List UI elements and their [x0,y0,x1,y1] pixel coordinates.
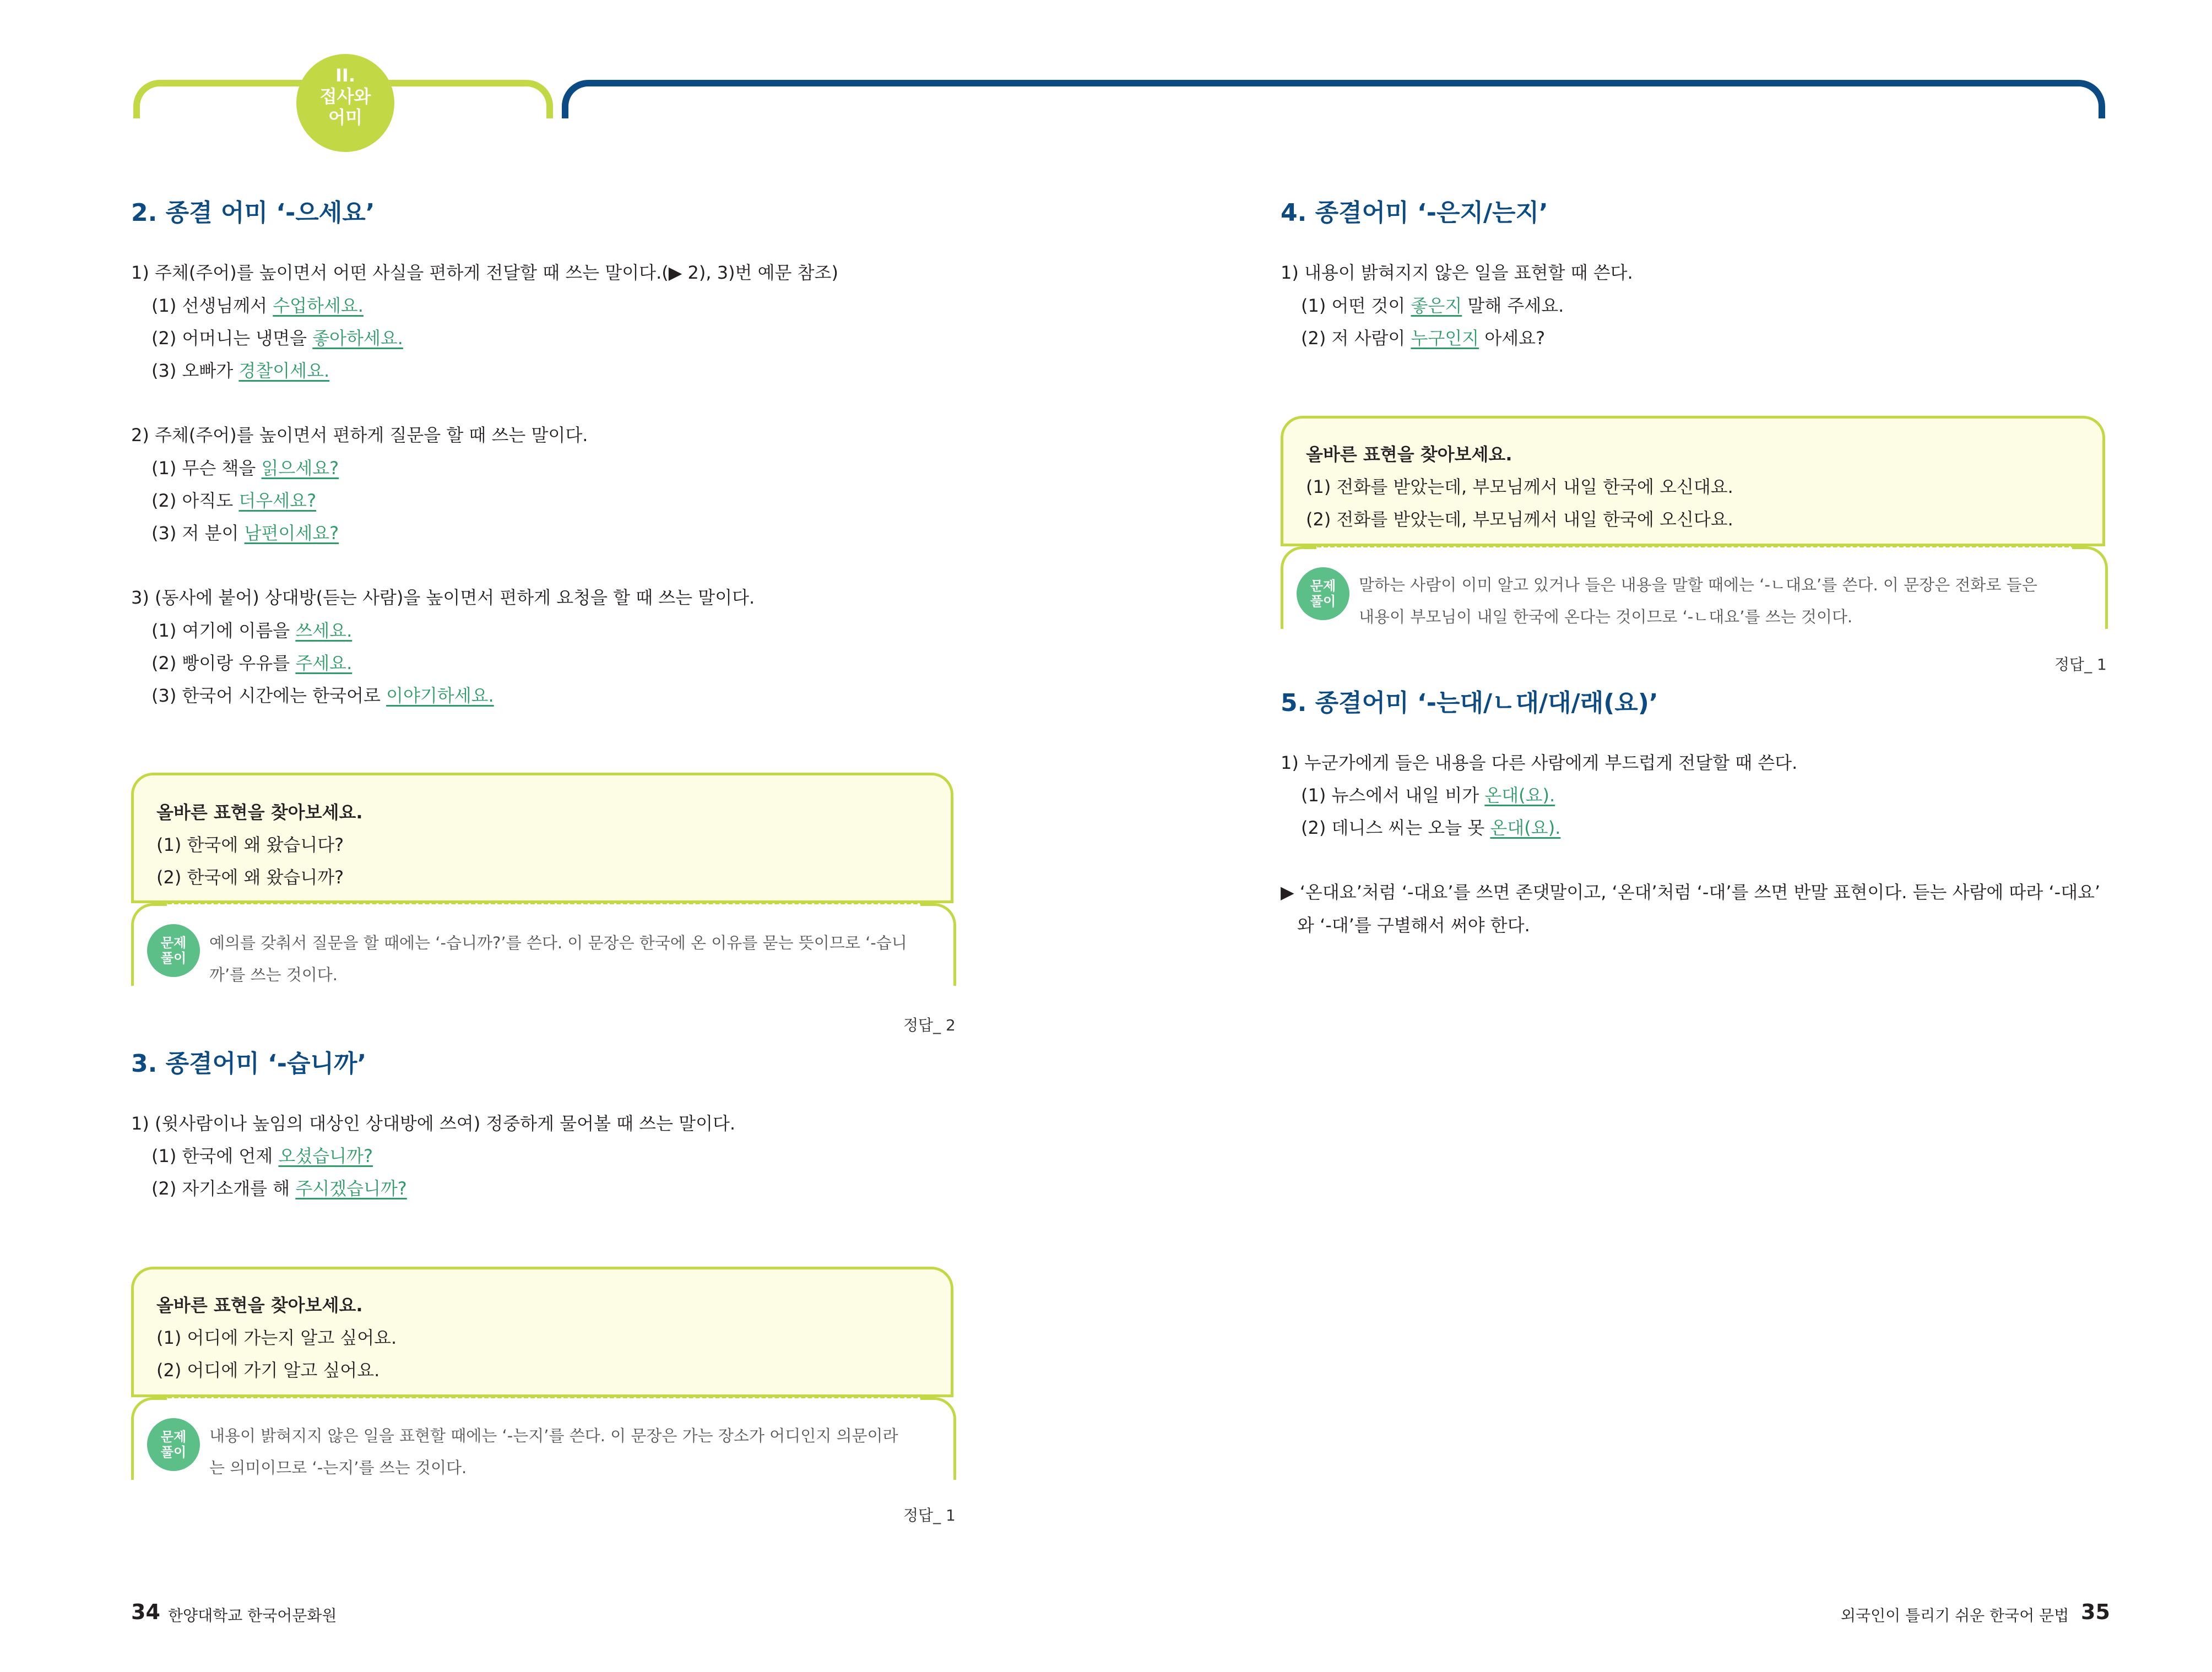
solution-border [2072,546,2108,629]
sec5-example: (2) 데니스 씨는 오늘 못 온대(요). [1301,817,1561,838]
chapter-number: II. [335,65,355,86]
sec2-point-1: 1) 주체(주어)를 높이면서 어떤 사실을 편하게 전달할 때 쓰는 말이다.(▶ 2), 3)번 예문 참조) [131,262,838,283]
sec4-quiz-option-2: (2) 전화를 받았는데, 부모님께서 내일 한국에 오신다요. [1306,509,1733,530]
quiz-divider [1304,545,2082,547]
chapter-badge [296,54,394,152]
sec3-solution-line1: 내용이 밝혀지지 않은 일을 표현할 때에는 ‘-는지’를 쓴다. 이 문장은 가는 장소가 어디인지 의문이라 [209,1426,898,1445]
right-footer-text: 외국인이 틀리기 쉬운 한국어 문법 [1841,1606,2069,1625]
left-page-number: 34 [131,1600,160,1624]
section-3-title: 3. 종결어미 ‘-습니까’ [131,1050,367,1078]
sec3-example: (1) 한국에 언제 오셨습니까? [151,1146,373,1166]
sec5-example: (1) 뉴스에서 내일 비가 온대(요). [1301,785,1555,806]
sec5-note-line2: 와 ‘-대’를 구별해서 써야 한다. [1297,915,1530,936]
sec2-example: (2) 아직도 더우세요? [151,490,317,511]
sec2-quiz-title: 올바른 표현을 찾아보세요. [156,802,363,823]
sec2-answer: 정답_ 2 [903,1016,956,1034]
sec2-example: (3) 오빠가 경찰이세요. [151,360,330,381]
section-4-title: 4. 종결어미 ‘-은지/는지’ [1281,199,1548,227]
chapter-title-line2: 어미 [328,107,362,128]
solution-badge: 문제 풀이 [1297,567,1349,620]
sec2-example: (1) 무슨 책을 읽으세요? [151,458,339,479]
solution-border [920,903,956,986]
sec4-quiz-option-1: (1) 전화를 받았는데, 부모님께서 내일 한국에 오신대요. [1306,476,1733,497]
sec4-solution-line2: 내용이 부모님이 내일 한국에 온다는 것이므로 ‘-ㄴ대요’를 쓰는 것이다. [1359,607,1853,626]
sec2-example: (3) 저 분이 남편이세요? [151,523,339,544]
sec2-example: (2) 빵이랑 우유를 주세요. [151,653,353,674]
sec3-quiz-option-2: (2) 어디에 가기 알고 싶어요. [156,1360,380,1381]
sec5-point-1: 1) 누군가에게 들은 내용을 다른 사람에게 부드럽게 전달할 때 쓴다. [1281,752,1798,773]
sec4-example: (2) 저 사람이 누구인지 아세요? [1301,328,1546,349]
sec2-example: (3) 한국어 시간에는 한국어로 이야기하세요. [151,685,494,706]
sec2-solution-line1: 예의를 갖춰서 질문을 할 때에는 ‘-습니까?’를 쓴다. 이 문장은 한국에 온 이유를 묻는 뜻이므로 ‘-습니 [209,933,907,952]
solution-badge: 문제 풀이 [147,1418,200,1471]
sec4-point-1: 1) 내용이 밝혀지지 않은 일을 표현할 때 쓴다. [1281,262,1633,283]
sec4-quiz-title: 올바른 표현을 찾아보세요. [1306,444,1512,465]
sec2-solution-line2: 까’를 쓰는 것이다. [209,965,338,984]
sec3-answer: 정답_ 1 [903,1506,956,1524]
sec2-point-2: 2) 주체(주어)를 높이면서 편하게 질문을 할 때 쓰는 말이다. [131,425,588,446]
sec2-example: (2) 어머니는 냉면을 좋아하세요. [151,328,403,349]
right-page-number: 35 [2081,1600,2110,1624]
sec2-point-3: 3) (동사에 붙어) 상대방(듣는 사람)을 높이면서 편하게 요청을 할 때 쓰는 말이다. [131,587,755,608]
quiz-divider [154,902,931,904]
sec2-quiz-option-1: (1) 한국에 왜 왔습니다? [156,834,344,855]
chapter-title-line1: 접사와 [319,86,371,107]
left-footer-text: 한양대학교 한국어문화원 [168,1606,337,1625]
sec4-answer: 정답_ 1 [2054,655,2107,674]
sec5-note-line1: ▶ ‘온대요’처럼 ‘-대요’를 쓰면 존댓말이고, ‘온대’처럼 ‘-대’를 쓰면 반말 표현이다. 듣는 사람에 따라 ‘-대요’ [1281,882,2101,903]
sec3-quiz-option-1: (1) 어디에 가는지 알고 싶어요. [156,1327,397,1348]
solution-badge: 문제 풀이 [147,924,200,977]
sec3-solution-line2: 는 의미이므로 ‘-는지’를 쓰는 것이다. [209,1458,467,1477]
sec2-example: (1) 선생님께서 수업하세요. [151,295,364,316]
sec3-example: (2) 자기소개를 해 주시겠습니까? [151,1178,407,1199]
sec4-example: (1) 어떤 것이 좋은지 말해 주세요. [1301,295,1564,316]
sec2-quiz-option-2: (2) 한국에 왜 왔습니까? [156,867,344,888]
sec3-point-1: 1) (윗사람이나 높임의 대상인 상대방에 쓰여) 정중하게 물어볼 때 쓰는 말이다. [131,1113,736,1134]
sec3-quiz-title: 올바른 표현을 찾아보세요. [156,1295,363,1316]
sec4-solution-line1: 말하는 사람이 이미 알고 있거나 들은 내용을 말할 때에는 ‘-ㄴ대요’를 쓴다. 이 문장은 전화로 들은 [1359,576,2037,594]
right-header-bar [562,80,2105,118]
quiz-divider [154,1396,931,1398]
solution-border [920,1397,956,1480]
section-5-title: 5. 종결어미 ‘-는대/ㄴ대/대/래(요)’ [1281,689,1658,717]
sec2-example: (1) 여기에 이름을 쓰세요. [151,620,353,641]
section-2-title: 2. 종결 어미 ‘-으세요’ [131,199,375,227]
